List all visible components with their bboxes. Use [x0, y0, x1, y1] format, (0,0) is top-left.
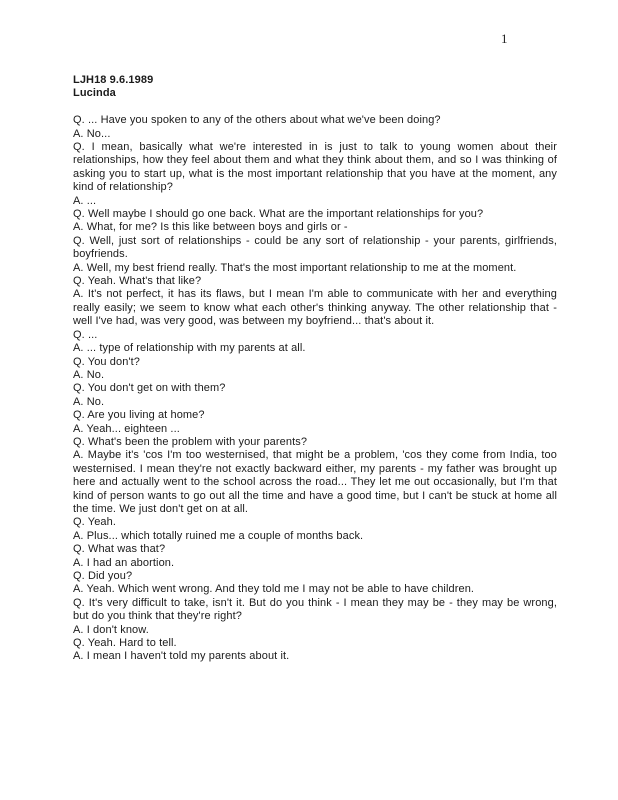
transcript-turn: Q. What's been the problem with your parents? [73, 435, 308, 448]
transcript-turn: A. It's not perfect, it has its flaws, but I mean I'm able to communicate with her and everything really easily; we seem to know what each other's thinking anyway. The other relationship that - well I've had, was very good, was between my boyfriend... that's about it. [73, 288, 557, 328]
transcript-turn: A. Well, my best friend really. That's the most important relationship to me at the moment. [73, 261, 517, 274]
transcript-turn: Q. Well maybe I should go one back. What are the important relationships for you? [73, 208, 484, 221]
transcript-turn: Q. It's very difficult to take, isn't it. But do you think - I mean they may be - they may be wrong, but do you think that they're right? [73, 596, 557, 623]
transcript-turn: Q. ... Have you spoken to any of the others about what we've been doing? [73, 114, 441, 127]
transcript-turn: Q. You don't get on with them? [73, 382, 226, 395]
transcript-turn: Q. Yeah. [73, 516, 117, 529]
transcript-turn: A. What, for me? Is this like between boys and girls or - [73, 221, 348, 234]
session-id: LJH18 9.6.1989 [73, 74, 154, 86]
transcript-turn: A. Plus... which totally ruined me a couple of months back. [73, 529, 364, 542]
transcript-turn: Q. Did you? [73, 570, 133, 583]
transcript-turn: Q. What was that? [73, 543, 166, 556]
page-number: 1 [501, 31, 508, 46]
transcript-turn: A. I had an abortion. [73, 556, 175, 569]
document-header [73, 74, 557, 101]
transcript-turn: A. No. [73, 395, 105, 408]
transcript-turn: A. Yeah... eighteen ... [73, 422, 180, 435]
transcript-turn: Q. Yeah. Hard to tell. [73, 637, 177, 650]
transcript-turn: Q. I mean, basically what we're interested in is just to talk to young women about their relationships, how they feel about them and what they think about them, and so I was thinking of asking you to start up, what is the most important relationship that you have at the moment, any kind of relationship? [73, 141, 557, 194]
transcript-turn: A. I don't know. [73, 623, 149, 636]
transcript-turn: Q. Are you living at home? [73, 409, 205, 422]
transcript-turn: Q. Yeah. What's that like? [73, 275, 202, 288]
transcript-turn: Q. You don't? [73, 355, 141, 368]
transcript-turn: Q. Well, just sort of relationships - could be any sort of relationship - your parents, girlfriends, boyfriends. [73, 234, 557, 261]
transcript-turn: Q. ... [73, 328, 98, 341]
transcript-turn: A. No. [73, 368, 105, 381]
transcript-turn: A. Maybe it's 'cos I'm too westernised, that might be a problem, 'cos they come from India, too westernised. I mean they're not exactly backward either, my parents - my father was brought up here and actually went to the school across the road... They let me out occasionally, but I'm that kind of person wants to go out all the time and have a good time, but I can't be stuck at home all the time. We just don't get on at all. [73, 449, 557, 515]
page-content [73, 74, 557, 664]
transcript-turn: A. I mean I haven't told my parents about it. [73, 650, 290, 663]
transcript-turn: A. No... [73, 127, 111, 140]
transcript-turn: A. ... type of relationship with my parents at all. [73, 342, 306, 355]
transcript-turn: A. Yeah. Which went wrong. And they told me I may not be able to have children. [73, 583, 475, 596]
transcript-turn: A. ... [73, 194, 97, 207]
participant-name: Lucinda [73, 87, 116, 100]
